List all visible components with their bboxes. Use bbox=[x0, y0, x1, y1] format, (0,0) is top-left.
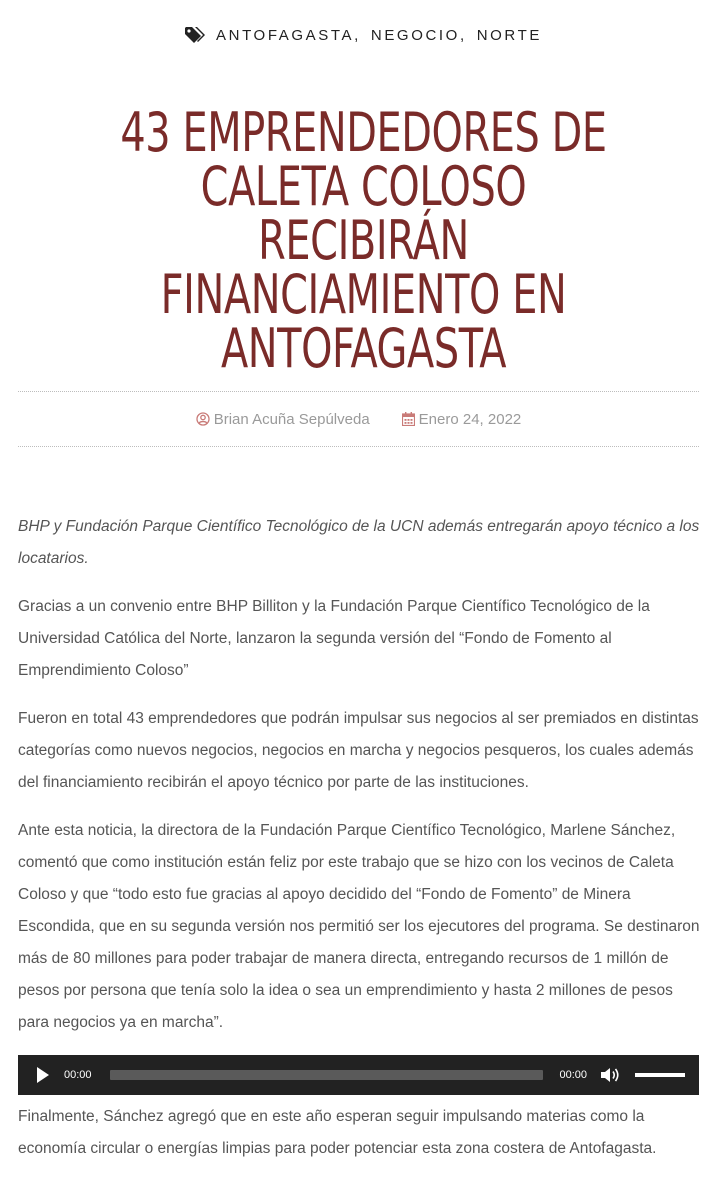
tags-icon bbox=[185, 26, 207, 44]
play-button[interactable] bbox=[36, 1067, 50, 1083]
play-icon bbox=[36, 1067, 50, 1083]
calendar-icon bbox=[402, 412, 415, 426]
category-separator: , bbox=[354, 26, 361, 44]
article-paragraph: Ante esta noticia, la directora de la Fundación Parque Científico Tecnológico, Marlene Sánchez, comentó que como institución están feliz por este trabajo que se hizo con los vecinos de Caleta Coloso y que “todo esto fue gracias al apoyo decidido del “Fondo de Fomento” de Minera Escondida, que en su segunda versión nos permitió ser los ejecutores del programa. Se destinaron más de 80 millones para poder trabajar de manera directa, entregando recursos de 1 millón de pesos por persona que tenía solo la idea o sea un emprendimiento y hasta 2 millones de pesos para negocios ya en marcha”. bbox=[18, 822, 700, 1031]
article-paragraph: Fueron en total 43 emprendedores que podrán impulsar sus negocios al ser premiados en distintas categorías como nuevos negocios, negocios en marcha y negocios pesqueros, los cuales además del financiamiento recibirán el apoyo técnico por parte de las instituciones. bbox=[18, 710, 699, 791]
user-circle-icon bbox=[196, 412, 210, 426]
duration: 00:00 bbox=[559, 1069, 587, 1081]
article-paragraph: Gracias a un convenio entre BHP Billiton y la Fundación Parque Científico Tecnológico de la Universidad Católica del Norte, lanzaron la segunda versión del “Fondo de Fomento al Emprendimiento Coloso” bbox=[18, 598, 650, 679]
volume-icon bbox=[601, 1067, 621, 1083]
current-time: 00:00 bbox=[64, 1069, 92, 1081]
category-link-negocio[interactable]: NEGOCIO bbox=[370, 26, 460, 44]
post-date bbox=[402, 411, 522, 428]
category-separator: , bbox=[459, 26, 467, 44]
category-link-norte[interactable]: NORTE bbox=[476, 26, 542, 44]
article-body bbox=[18, 511, 702, 1181]
volume-slider[interactable] bbox=[635, 1073, 685, 1077]
article-lead: BHP y Fundación Parque Científico Tecnológico de la UCN además entregarán apoyo técnico a los locatarios. bbox=[18, 518, 700, 567]
post-meta bbox=[18, 391, 699, 447]
post-date-text: Enero 24, 2022 bbox=[418, 410, 522, 428]
category-list bbox=[0, 26, 727, 44]
post-author-name: Brian Acuña Sepúlveda bbox=[213, 410, 370, 428]
post-author[interactable] bbox=[196, 411, 370, 428]
article-paragraph: Finalmente, Sánchez agregó que en este año esperan seguir impulsando materias como la economía circular o energías limpias para poder potenciar esta zona costera de Antofagasta. bbox=[18, 1108, 657, 1157]
article-title: 43 EMPRENDEDORES DE CALETA COLOSO RECIBIRÁN FINANCIAMIENTO EN ANTOFAGASTA bbox=[120, 101, 607, 380]
audio-player bbox=[18, 1055, 699, 1095]
mute-button[interactable] bbox=[601, 1067, 621, 1083]
category-link-antofagasta[interactable]: ANTOFAGASTA bbox=[216, 26, 355, 44]
audio-progress-bar[interactable] bbox=[110, 1070, 544, 1080]
